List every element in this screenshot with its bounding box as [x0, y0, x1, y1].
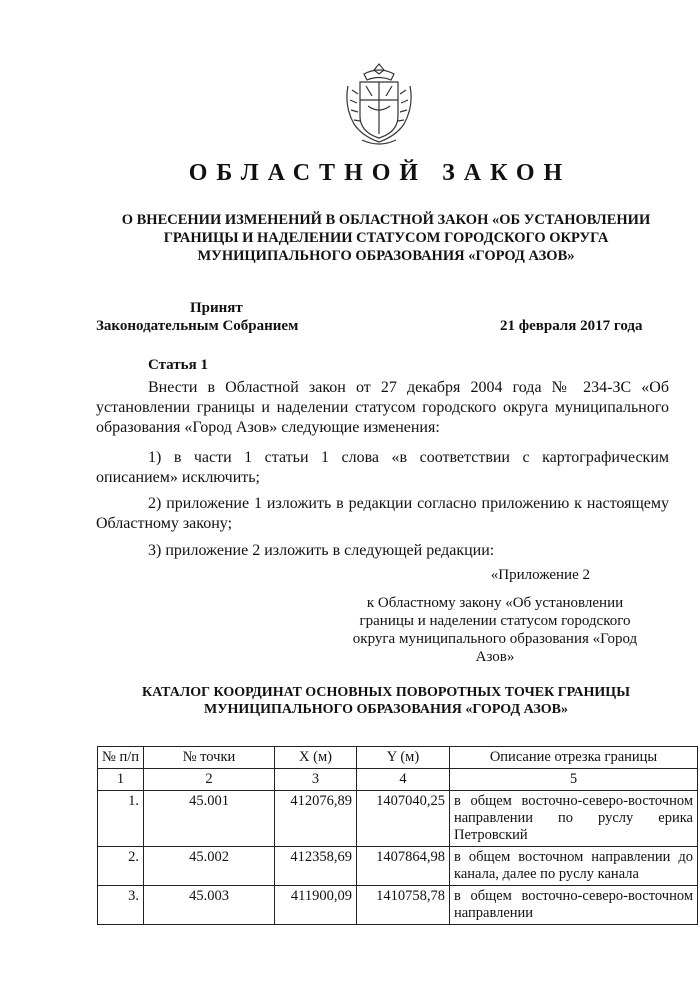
coat-of-arms-emblem	[342, 60, 416, 150]
x-coordinate-cell: 411900,09	[275, 886, 357, 925]
header-cell-y: Y (м)	[357, 747, 450, 769]
article-paragraph-item-3: 3) приложение 2 изложить в следующей редакции:	[148, 542, 495, 559]
y-coordinate-cell: 1407040,25	[357, 791, 450, 847]
row-number-cell: 1.	[98, 791, 144, 847]
article-paragraph-item-2: 2) приложение 1 изложить в редакции согласно приложению к настоящему Областному закону;	[96, 495, 669, 532]
header-cell-point: № точки	[144, 747, 275, 769]
catalog-title: КАТАЛОГ КООРДИНАТ ОСНОВНЫХ ПОВОРОТНЫХ ТОЧЕК ГРАНИЦЫ МУНИЦИПАЛЬНОГО ОБРАЗОВАНИЯ «ГОРОД АЗОВ»	[142, 685, 630, 717]
table-row	[98, 791, 698, 847]
header-cell-x: X (м)	[275, 747, 357, 769]
row-number-cell: 3.	[98, 886, 144, 925]
article-paragraph-intro: Внести в Областной закон от 27 декабря 2004 года № 234-ЗС «Об установлении границы и наделении статусом городского округа муниципального образования «Город Азов» следующие изменения:	[96, 379, 669, 436]
x-coordinate-cell: 412358,69	[275, 847, 357, 886]
point-cell: 45.001	[144, 791, 275, 847]
appendix-reference	[345, 566, 645, 666]
header-cell-number: № п/п	[98, 747, 144, 769]
table-row	[98, 847, 698, 886]
column-number: 3	[275, 769, 357, 791]
column-number: 1	[98, 769, 144, 791]
appendix-heading: «Приложение 2	[490, 567, 590, 583]
header-cell-description: Описание отрезка границы	[450, 747, 698, 769]
point-cell: 45.003	[144, 886, 275, 925]
description-cell: в общем восточно-северо-восточном направлении	[450, 886, 698, 925]
x-coordinate-cell: 412076,89	[275, 791, 357, 847]
row-number-cell: 2.	[98, 847, 144, 886]
point-cell: 45.002	[144, 847, 275, 886]
y-coordinate-cell: 1407864,98	[357, 847, 450, 886]
table-row	[98, 886, 698, 925]
adoption-date: 21 февраля 2017 года	[500, 318, 643, 334]
column-number: 5	[450, 769, 698, 791]
table-header-row	[98, 747, 698, 769]
adopted-label: Принят	[190, 300, 243, 316]
coordinates-table	[97, 746, 698, 925]
column-number-row	[98, 769, 698, 791]
document-type-heading: ОБЛАСТНОЙ ЗАКОН	[188, 160, 572, 186]
column-number: 2	[144, 769, 275, 791]
description-cell: в общем восточном направлении до канала, далее по руслу канала	[450, 847, 698, 886]
law-title: О ВНЕСЕНИИ ИЗМЕНЕНИЙ В ОБЛАСТНОЙ ЗАКОН «ОБ УСТАНОВЛЕНИИ ГРАНИЦЫ И НАДЕЛЕНИИ СТАТУСОМ ГОРОДСКОГО ОКРУГА МУНИЦИПАЛЬНОГО ОБРАЗОВАНИЯ «ГОРОД АЗОВ»	[121, 212, 651, 264]
article-paragraph-item-1: 1) в части 1 статьи 1 слова «в соответствии с картографическим описанием» исключить;	[96, 449, 669, 486]
appendix-text: к Областному закону «Об установлении границы и наделении статусом городского округа муниципального образования «Город Азов»	[352, 595, 638, 665]
column-number: 4	[357, 769, 450, 791]
adopted-by-label: Законодательным Собранием	[96, 318, 299, 334]
article-heading: Статья 1	[148, 357, 208, 373]
y-coordinate-cell: 1410758,78	[357, 886, 450, 925]
description-cell: в общем восточно-северо-восточном направлении по руслу ерика Петровский	[450, 791, 698, 847]
